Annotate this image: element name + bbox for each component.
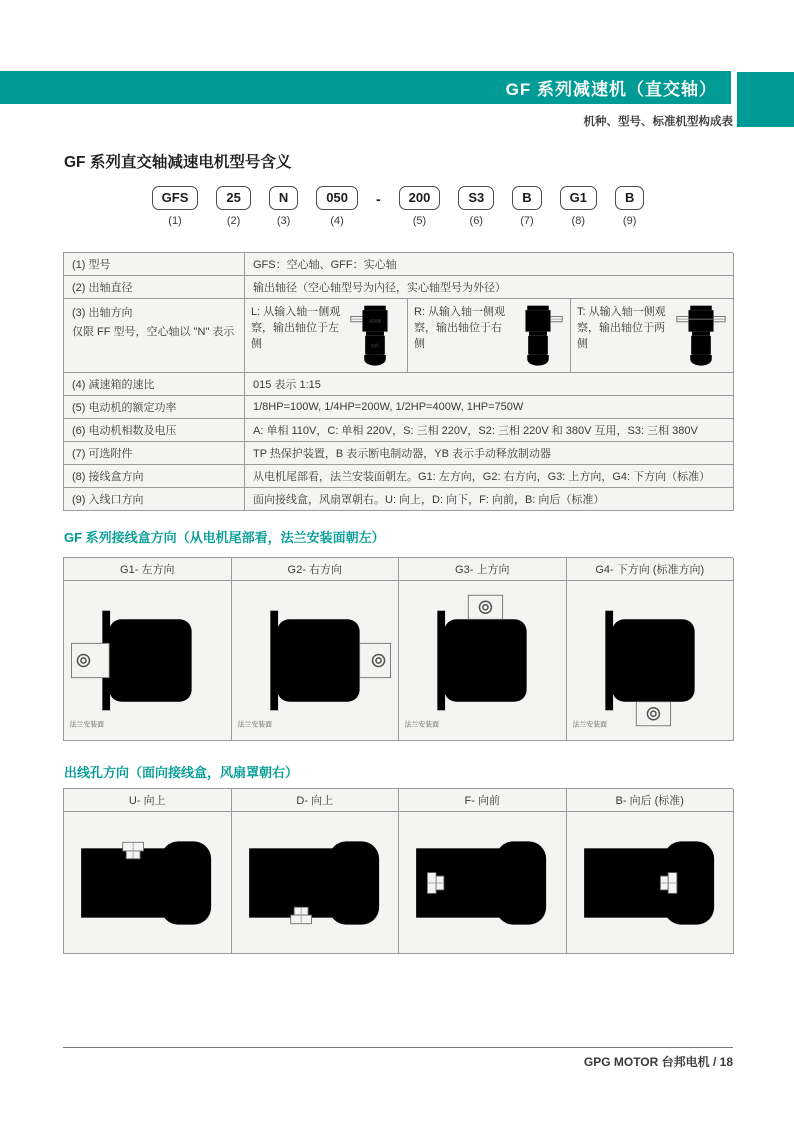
model-segment <box>269 186 298 227</box>
model-segment <box>615 186 644 227</box>
shaft-direction-cell-r <box>408 299 571 373</box>
model-code-index: (6) <box>469 214 483 227</box>
motor-rear-view-g4-diagram <box>571 588 729 733</box>
shaft-direction-cell-t <box>571 299 734 373</box>
model-meaning-title: GF 系列直交轴减速电机型号含义 <box>64 154 292 171</box>
footer-divider <box>63 1047 733 1048</box>
model-code-row <box>63 186 733 227</box>
flange-face-label: 法兰安装面 <box>237 721 272 729</box>
junction-diagram-cell-g1 <box>64 581 232 741</box>
header-band <box>0 71 731 104</box>
model-code-box: 200 <box>399 186 441 210</box>
spec-row-label: (1) 型号 <box>64 253 245 276</box>
spec-row-label <box>64 299 245 373</box>
header-subtitle: 机种、型号、标准机型构成表 <box>583 116 733 128</box>
footer-page-info: GPG MOTOR 台邦电机 / 18 <box>583 1055 733 1069</box>
gearbox-label: 减速箱 <box>368 318 382 324</box>
gearmotor-shaft-right-diagram <box>512 303 564 371</box>
model-segment <box>216 186 250 227</box>
motor-side-view-f-diagram <box>402 818 562 948</box>
model-segment <box>560 186 597 227</box>
motor-rear-view-g3-diagram <box>403 588 561 733</box>
junction-col-header-g4: G4- 下方向 (标准方向) <box>567 558 735 581</box>
spec-row-value: TP 热保护装置，B 表示断电制动器，YB 表示手动释放制动器 <box>245 442 734 465</box>
model-code-box: 050 <box>316 186 358 210</box>
shaft-direction-cell-l <box>245 299 408 373</box>
spec-row-value: A: 单相 110V，C: 单相 220V，S: 三相 220V，S2: 三相 220V 和 380V 互用，S3: 三相 380V <box>245 419 734 442</box>
spec-row-value: 015 表示 1:15 <box>245 373 734 396</box>
outlet-col-header-u: U- 向上 <box>64 789 232 812</box>
spec-row-value: 1/8HP=100W, 1/4HP=200W, 1/2HP=400W, 1HP=750W <box>245 396 734 419</box>
spec-row-label: (8) 接线盒方向 <box>64 465 245 488</box>
outlet-diagram-cell-f <box>399 812 567 954</box>
outlet-diagram-cell-b <box>567 812 735 954</box>
model-segment <box>512 186 541 227</box>
model-code-index: (5) <box>412 214 427 227</box>
model-segment <box>458 186 494 227</box>
outlet-diagram-cell-d <box>232 812 400 954</box>
model-code-index: (9) <box>622 214 637 227</box>
shaft-direction-text-r: R: 从输入轴一侧观察，输出轴位于右侧 <box>414 306 506 350</box>
shaft-direction-label-line1: (3) 出轴方向 <box>72 307 133 319</box>
spec-row-label: (4) 减速箱的速比 <box>64 373 245 396</box>
spec-row-value: 输出轴径（空心轴型号为内径，实心轴型号为外径） <box>245 276 734 299</box>
junction-col-header-g1: G1- 左方向 <box>64 558 232 581</box>
model-code-box: S3 <box>458 186 494 210</box>
model-code-index: (7) <box>520 214 534 227</box>
spec-row-value: 从电机尾部看，法兰安装面朝左。G1: 左方向，G2: 右方向，G3: 上方向，G4: 下方向（标准） <box>245 465 734 488</box>
model-segment <box>152 186 199 227</box>
spec-row-label: (5) 电动机的额定功率 <box>64 396 245 419</box>
model-segment <box>399 186 441 227</box>
model-code-separator: - <box>375 191 381 207</box>
model-code-box: 25 <box>216 186 250 210</box>
shaft-direction-text-t: T: 从输入轴一侧观察，输出轴位于两侧 <box>577 306 666 350</box>
gearmotor-shaft-left-diagram <box>349 303 401 371</box>
junction-diagram-cell-g4 <box>567 581 735 741</box>
gearmotor-shaft-both-diagram <box>675 303 727 371</box>
motor-rear-view-g1-diagram <box>68 588 226 733</box>
motor-side-view-u-diagram <box>67 818 227 948</box>
spec-table <box>63 252 733 511</box>
header-accent-square <box>737 72 794 127</box>
page-title: GF 系列减速机（直交轴） <box>505 80 717 99</box>
spec-row-value: GFS：空心轴、GFF：实心轴 <box>245 253 734 276</box>
junction-col-header-g2: G2- 右方向 <box>232 558 400 581</box>
junction-col-header-g3: G3- 上方向 <box>399 558 567 581</box>
model-code-box: N <box>269 186 298 210</box>
outlet-col-header-d: D- 向上 <box>232 789 400 812</box>
junction-diagram-cell-g3 <box>399 581 567 741</box>
model-code-box: G1 <box>560 186 597 210</box>
motor-side-view-b-diagram <box>570 818 730 948</box>
motor-side-view-d-diagram <box>235 818 395 948</box>
outlet-col-header-f: F- 向前 <box>399 789 567 812</box>
model-code-box: B <box>512 186 541 210</box>
model-code-index: (2) <box>226 214 241 227</box>
junction-diagram-cell-g2 <box>232 581 400 741</box>
outlet-col-header-b: B- 向后 (标准) <box>567 789 735 812</box>
flange-face-label: 法兰安装面 <box>404 721 440 729</box>
spec-row-label: (9) 入线口方向 <box>64 488 245 511</box>
junction-box-section-title: GF 系列接线盒方向（从电机尾部看，法兰安装面朝左） <box>64 530 385 545</box>
outlet-hole-section-title: 出线孔方向（面向接线盒，风扇罩朝右） <box>64 765 299 780</box>
motor-label: 电机 <box>370 342 380 348</box>
flange-face-label: 法兰安装面 <box>572 721 607 729</box>
model-code-box: B <box>615 186 644 210</box>
spec-row-label: (6) 电动机相数及电压 <box>64 419 245 442</box>
outlet-direction-table <box>63 788 733 954</box>
flange-face-label: 法兰安装面 <box>69 721 105 729</box>
shaft-direction-label-line2: 仅限 FF 型号，空心轴以 "N" 表示 <box>72 326 235 338</box>
junction-box-direction-table <box>63 557 733 741</box>
model-code-index: (4) <box>330 214 344 227</box>
outlet-diagram-cell-u <box>64 812 232 954</box>
spec-row-label: (7) 可选附件 <box>64 442 245 465</box>
model-segment <box>316 186 358 227</box>
shaft-direction-text-l: L: 从输入轴一侧观察，输出轴位于左侧 <box>251 306 341 350</box>
model-code-index: (3) <box>276 214 291 227</box>
spec-row-value: 面向接线盒，风扇罩朝右。U: 向上，D: 向下，F: 向前，B: 向后（标准） <box>245 488 734 511</box>
model-code-index: (1) <box>168 214 182 227</box>
model-code-box: GFS <box>152 186 199 210</box>
motor-rear-view-g2-diagram <box>236 588 394 733</box>
model-code-index: (8) <box>571 214 585 227</box>
spec-row-label: (2) 出轴直径 <box>64 276 245 299</box>
